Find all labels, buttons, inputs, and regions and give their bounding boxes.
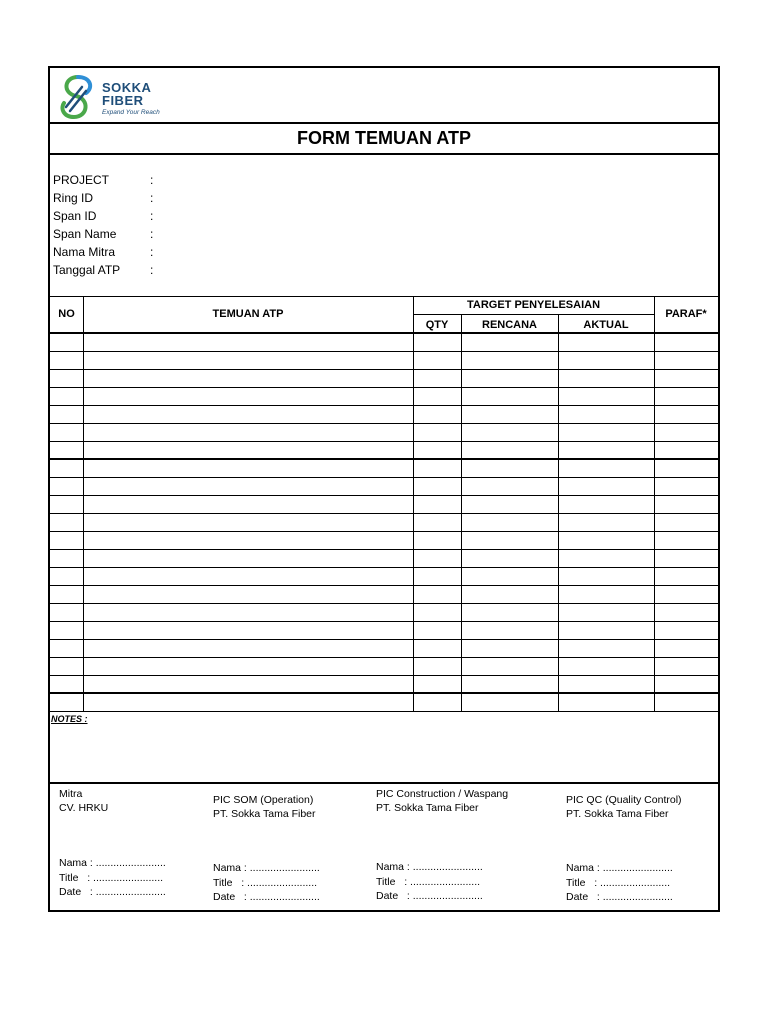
info-section [53,171,160,279]
signature-party-line1: PIC QC (Quality Control) [566,794,682,806]
signature-party [59,787,108,815]
info-row [53,189,160,207]
signature-title-field: Title : ........................ [566,876,671,889]
logo-name-line1: SOKKA [102,80,152,95]
signature-party-line2: PT. Sokka Tama Fiber [213,808,316,820]
signature-nama-field: Nama : ........................ [213,862,320,874]
info-colon: : [150,173,154,187]
notes-bottom-border [50,782,718,784]
header-paraf: PARAF* [665,308,707,320]
signature-party [213,793,316,821]
header-target: TARGET PENYELESAIAN [466,299,601,311]
info-label: Span Name [53,227,117,241]
table-row-line [50,513,718,514]
col-divider-temuan [413,296,414,711]
table-row-line [50,585,718,586]
signature-fields [213,861,320,905]
signature-date-field: Date : ........................ [59,886,166,898]
logo-wordmark [102,81,151,107]
info-label: Span ID [53,209,97,223]
signature-party-line2: PT. Sokka Tama Fiber [376,802,479,814]
col-divider-qty [461,314,462,711]
col-divider-rencana [558,314,559,711]
table-row-line [50,657,718,658]
info-colon: : [150,209,154,223]
table-row-line [50,603,718,604]
table-row-line [50,495,718,496]
info-label: Ring ID [53,191,94,205]
signature-party [566,793,682,821]
signature-nama-field: Nama : ........................ [566,862,673,874]
table-row-line [50,332,718,334]
table-top-border [50,296,718,297]
signature-fields [566,861,673,905]
header-aktual: AKTUAL [583,319,629,331]
signature-title-field: Title : ........................ [376,875,481,888]
info-colon: : [150,263,154,277]
info-colon: : [150,245,154,259]
signature-date-field: Date : ........................ [213,891,320,903]
notes-label: NOTES : [51,714,88,724]
table-row-line [50,567,718,568]
form-title: FORM TEMUAN ATP [297,128,471,148]
table-row-line [50,351,718,352]
header-no: NO [58,308,75,320]
table-row-line [50,711,718,712]
info-row [53,207,160,225]
info-row [53,243,160,261]
header-qty: QTY [425,319,449,331]
signature-title-field: Title : ........................ [59,871,164,884]
signature-title-field: Title : ........................ [213,876,318,889]
signature-date-field: Date : ........................ [566,891,673,903]
info-colon: : [150,227,154,241]
signature-party-line1: PIC SOM (Operation) [213,794,314,806]
form-title-bar [50,124,718,155]
logo-tagline: Expand Your Reach [102,109,160,116]
signature-party-line2: PT. Sokka Tama Fiber [566,808,669,820]
col-divider-aktual [654,296,655,711]
table-row-line [50,692,718,694]
info-colon: : [150,191,154,205]
info-row [53,225,160,243]
signature-party-line1: PIC Construction / Waspang [376,788,509,800]
atp-form [48,66,720,912]
table-row-line [50,477,718,478]
info-label: Nama Mitra [53,245,116,259]
table-row-line [50,458,718,460]
table-row-line [50,423,718,424]
info-label: PROJECT [53,173,110,187]
signature-nama-field: Nama : ........................ [376,861,483,873]
signature-nama-field: Nama : ........................ [59,857,166,869]
col-divider-no [83,296,84,711]
logo-header [50,68,718,124]
table-row-line [50,621,718,622]
table-row-line [50,405,718,406]
signature-party-line1: Mitra [59,788,83,800]
signature-party [376,787,508,815]
logo-name-line2: FIBER [102,93,144,108]
signature-fields [59,856,166,900]
signature-fields [376,860,483,904]
table-row-line [50,639,718,640]
header-temuan: TEMUAN ATP [212,308,284,320]
info-label: Tanggal ATP [53,263,121,277]
target-subheader-line [413,314,654,315]
table-row-line [50,387,718,388]
signature-party-line2: CV. HRKU [59,802,109,814]
table-row-line [50,549,718,550]
table-row-line [50,531,718,532]
table-row-line [50,441,718,442]
signature-date-field: Date : ........................ [376,890,483,902]
table-row-line [50,675,718,676]
info-row [53,261,160,279]
info-row [53,171,160,189]
sokka-fiber-logo-icon [56,71,100,121]
header-rencana: RENCANA [482,319,537,331]
table-row-line [50,369,718,370]
